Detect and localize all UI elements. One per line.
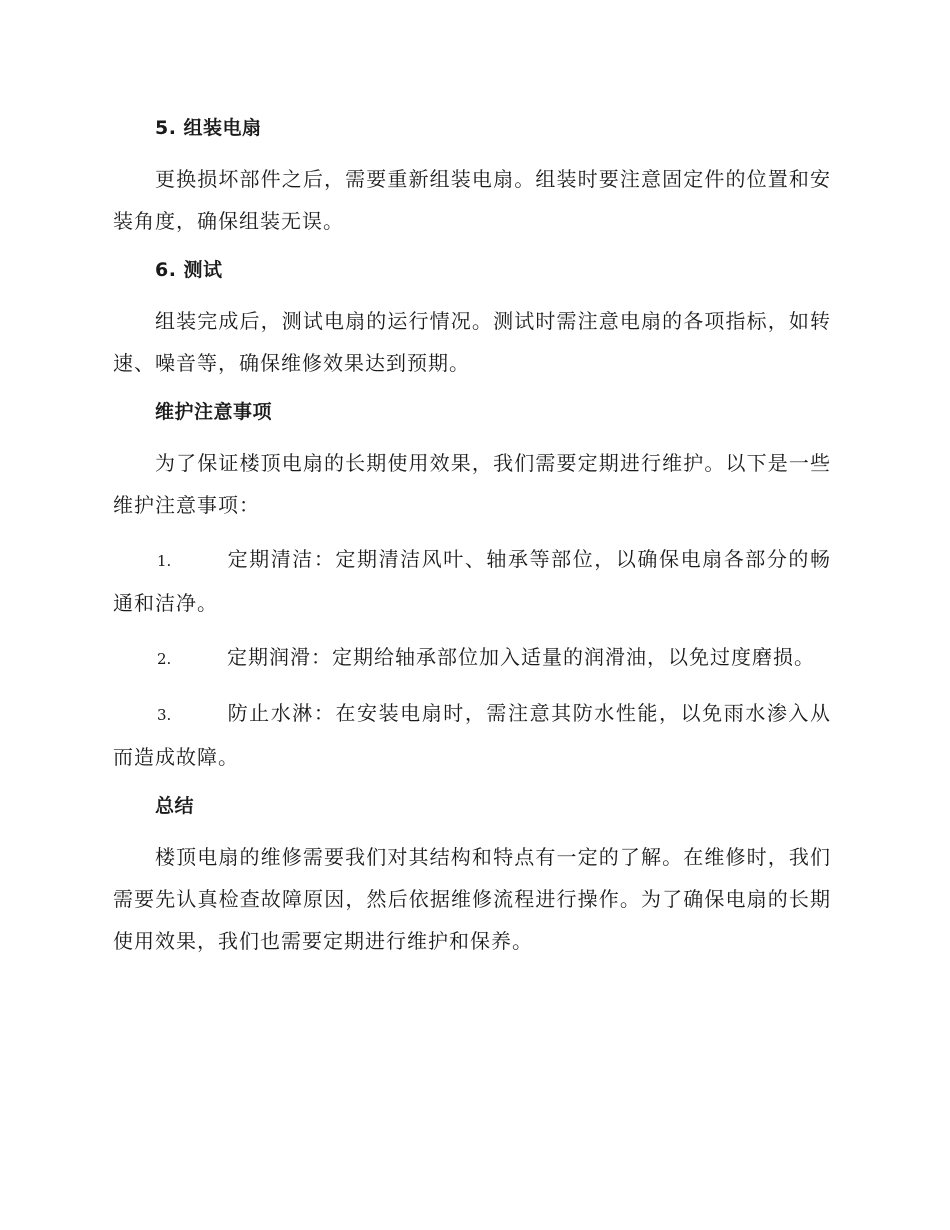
section-heading-summary: 总结 <box>155 795 195 817</box>
section-paragraph-test: 组装完成后，测试电扇的运行情况。测试时需注意电扇的各项指标，如转速、噪音等，确保维修效果达到预期。 <box>113 309 831 375</box>
section-paragraph-summary: 楼顶电扇的维修需要我们对其结构和特点有一定的了解。在维修时，我们需要先认真检查故障原因，然后依据维修流程进行操作。为了确保电扇的长期使用效果，我们也需要定期进行维护和保养。 <box>113 845 831 953</box>
section-heading-test: 6. 测试 <box>155 259 223 281</box>
list-item <box>113 692 831 778</box>
section-paragraph-maintenance: 为了保证楼顶电扇的长期使用效果，我们需要定期进行维护。以下是一些维护注意事项： <box>113 451 831 517</box>
list-item <box>113 636 831 680</box>
section-heading-maintenance: 维护注意事项 <box>155 401 273 423</box>
list-item-text: 定期清洁：定期清洁风叶、轴承等部位，以确保电扇各部分的畅通和洁净。 <box>113 547 831 615</box>
list-item <box>113 538 831 624</box>
document-page <box>113 112 831 974</box>
section-paragraph-assemble: 更换损坏部件之后，需要重新组装电扇。组装时要注意固定件的位置和安装角度，确保组装无误。 <box>113 167 831 233</box>
list-item-text: 防止水淋：在安装电扇时，需注意其防水性能，以免雨水渗入从而造成故障。 <box>113 701 831 769</box>
list-item-number: 1. <box>157 552 172 570</box>
list-item-text: 定期润滑：定期给轴承部位加入适量的润滑油，以免过度磨损。 <box>227 645 815 669</box>
section-heading-assemble: 5. 组装电扇 <box>155 117 262 139</box>
list-item-number: 3. <box>157 706 172 724</box>
list-item-number: 2. <box>157 650 172 668</box>
